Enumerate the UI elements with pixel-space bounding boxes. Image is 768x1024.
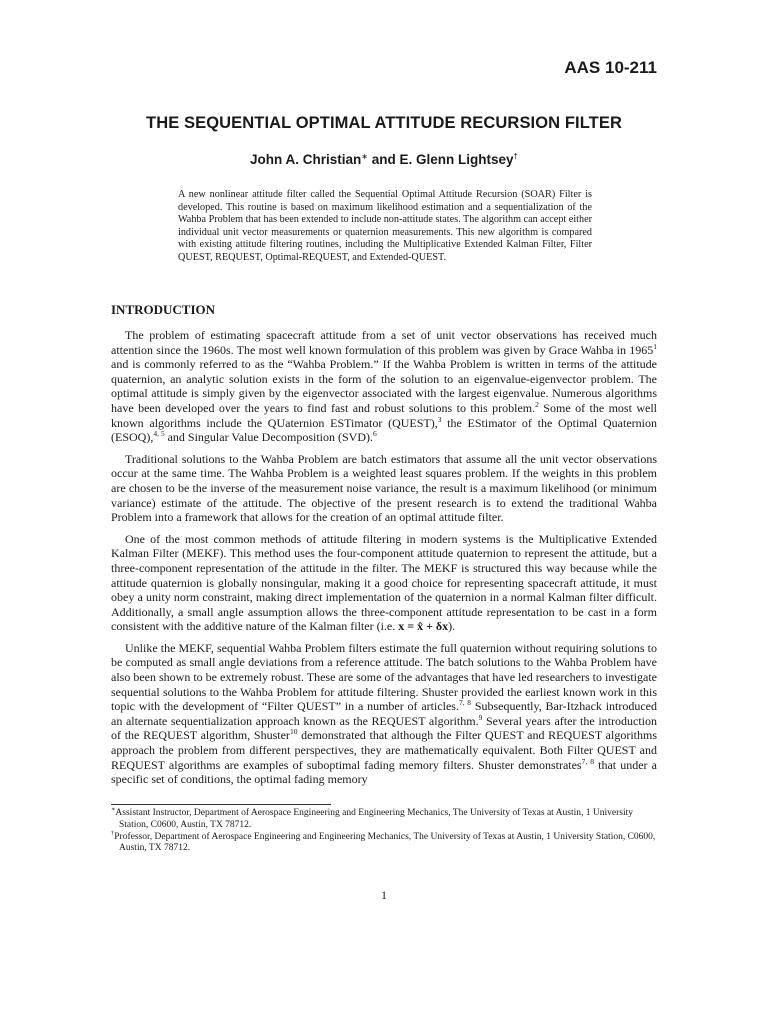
paragraph-text: Unlike the MEKF, sequential Wahba Problem filters estimate the full quaternion without requiring solutions to be computed as small angle deviations from a reference attitude. The batch solutions to the Wahba Problem have also been shown to be extremely robust. These are some of the advantages that have led researchers to investigate sequential solutions to the Wahba Problem for attitude filtering. Shuster provided the earliest known work in this topic with the development of “Filter QUEST” in a number of articles.: [111, 640, 657, 714]
footnote-author-1: [111, 806, 657, 832]
inline-equation: x = x̂ + δx: [398, 619, 449, 634]
footnote-text: Professor, Department of Aerospace Engineering and Engineering Mechanics, The University of Texas at Austin, 1 University Station, C0600, Austin, TX 78712.: [114, 831, 656, 854]
citation-ref: 7, 8: [581, 756, 594, 766]
footnotes: [111, 808, 657, 855]
paragraph-text: the EStimator of the Optimal Quaternion (ESOQ),: [111, 415, 657, 445]
author-line: [111, 152, 657, 167]
citation-ref: 3: [437, 414, 442, 424]
paragraph-text: and Singular Value Decomposition (SVD).: [164, 430, 373, 445]
introduction-body: [111, 328, 657, 794]
author-name-1: John A. Christian: [250, 152, 362, 167]
paragraph-text: demonstrated that although the Filter QUEST and REQUEST algorithms approach the problem from different perspectives, they are mathematically equivalent. Both Filter QUEST and REQUEST algorithms are examples of suboptimal fading memory filters. Shuster demonstrates: [111, 728, 657, 772]
citation-ref: 6: [373, 429, 377, 439]
citation-ref: 9: [478, 712, 483, 722]
paragraph-2: Traditional solutions to the Wahba Problem are batch estimators that assume all the unit vector observations occur at the same time. The Wahba Problem is a weighted least squares problem. If the weights in this problem are chosen to be the inverse of the measurement noise variance, the result is a maximum likelihood (or minimum variance) estimate of the attitude. The objective of the present research is to extend the traditional Wahba Problem into a framework that allows for the creation of an optimal attitude filter.: [111, 451, 657, 525]
page-number: 1: [381, 888, 387, 902]
paragraph-1: [111, 328, 657, 445]
paragraph-text: The problem of estimating spacecraft attitude from a set of unit vector observations has received much attention since the 1960s. The most well known formulation of this problem was given by Grace Wahba in 1965: [111, 328, 657, 357]
footnote-mark: ∗: [111, 806, 116, 813]
abstract-text: A new nonlinear attitude filter called the Sequential Optimal Attitude Recursion (SOAR) Filter is developed. This routine is based on maximum likelihood estimation and a sequentialization of the Wahba Problem that has been extended to include non-attitude states. The algorithm can accept either individual unit vector measurements or quaternion measurements. This new algorithm is compared with existing attitude filtering routines, including the Multiplicative Extended Kalman Filter, Filter QUEST, REQUEST, Optimal-REQUEST, and Extended-QUEST.: [178, 189, 592, 263]
paragraph-text: One of the most common methods of attitude filtering in modern systems is the Multiplicative Extended Kalman Filter (MEKF). This method uses the four-component attitude quaternion to represent the attitude, but a three-component representation of the attitude in the filter. The MEKF is structured this way because while the attitude quaternion is globally nonsingular, making it a good choice for representing spacecraft attitude, it must obey a unity norm constraint, making direct implementation of the quaternion in a normal Kalman filter difficult. Additionally, a small angle assumption allows the three-component attitude representation to be cast in a form consistent with the additive nature of the Kalman filter (i.e.: [111, 531, 657, 634]
section-heading-introduction: INTRODUCTION: [111, 302, 216, 317]
citation-ref: 1: [653, 341, 657, 351]
paragraph-3: [111, 532, 657, 634]
author-joiner: and: [367, 152, 400, 167]
citation-ref: 7, 8: [458, 698, 472, 708]
footnote-divider: [111, 804, 331, 805]
citation-ref: 10: [289, 727, 298, 737]
paragraph-text: that under a specific set of conditions, the optimal fading memory: [111, 757, 657, 787]
footnote-text: Assistant Instructor, Department of Aerospace Engineering and Engineering Mechanics, The University of Texas at Austin, 1 University Station, C0600, Austin, TX 78712.: [115, 808, 633, 830]
paper-identifier: AAS 10-211: [564, 58, 657, 77]
author-2-footnote-mark: †: [513, 152, 518, 161]
citation-ref: 2: [535, 399, 539, 409]
author-name-2: E. Glenn Lightsey: [399, 152, 514, 167]
citation-ref: 4, 5: [153, 429, 165, 439]
paragraph-text: ).: [448, 619, 456, 634]
footnote-author-2: [111, 829, 657, 856]
paragraph-text: Several years after the introduction of the REQUEST algorithm, Shuster: [111, 713, 657, 743]
paper-title: THE SEQUENTIAL OPTIMAL ATTITUDE RECURSION FILTER: [146, 114, 622, 132]
paragraph-4: [111, 641, 657, 787]
paragraph-text: Subsequently, Bar-Itzhack introduced an alternate sequentialization approach known as the REQUEST algorithm.: [111, 699, 658, 728]
footnote-mark: †: [111, 829, 115, 837]
author-1-footnote-mark: ∗: [361, 152, 368, 161]
paragraph-text: Some of the most well known algorithms include the QUaternion ESTimator (QUEST),: [111, 400, 657, 430]
paragraph-text: and is commonly referred to as the “Wahba Problem.” If the Wahba Problem is written in terms of the attitude quaternion, an analytic solution exists in the form of the solution to an eigenvalue-eigenvector problem. The optimal attitude is simply given by the eigenvector associated with the largest eigenvalue. Numerous algorithms have been developed over the years to find fast and robust solutions to this problem.: [111, 357, 657, 415]
